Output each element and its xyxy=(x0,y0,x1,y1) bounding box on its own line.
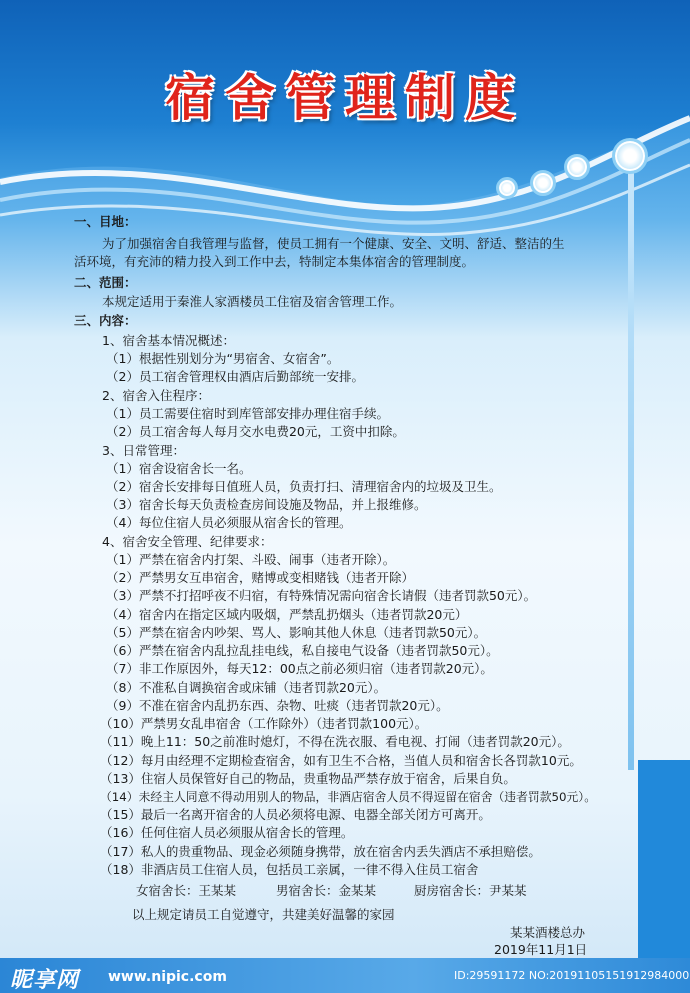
list-item: （5）严禁在宿舍内吵架、骂人、影响其他人休息（违者罚款50元）。 xyxy=(106,625,487,640)
list-item: （2）严禁男女互串宿舍，赌博或变相赌钱（违者开除） xyxy=(106,570,414,585)
list-item: （9）不准在宿舍内乱扔东西、杂物、吐痰（违者罚款20元）。 xyxy=(106,698,449,713)
watermark-url: www.nipic.com xyxy=(108,969,227,985)
scope-text-line: 本规定适用于秦淮人家酒楼员工住宿及宿舍管理工作。 xyxy=(102,294,403,309)
list-item: （1）员工需要住宿时到库管部安排办理住宿手续。 xyxy=(106,406,389,421)
purpose-text-line: 为了加强宿舍自我管理与监督，使员工拥有一个健康、安全、文明、舒适、整洁的生 xyxy=(102,236,565,251)
list-item: （6）严禁在宿舍内乱拉乱挂电线，私自接电气设备（违者罚款50元）。 xyxy=(106,643,499,658)
list-item: （15）最后一名离开宿舍的人员必须将电源、电器全部关闭方可离开。 xyxy=(100,807,491,822)
list-item: （18）非酒店员工住宿人员，包括员工亲属，一律不得入住员工宿舍 xyxy=(100,862,479,877)
list-item: （11）晚上11：50之前准时熄灯，不得在洗衣服、看电视、打闹（违者罚款20元）。 xyxy=(100,734,570,749)
list-item: （3）严禁不打招呼夜不归宿，有特殊情况需向宿舍长请假（违者罚款50元）。 xyxy=(106,588,537,603)
section-heading-content: 三、内容： xyxy=(74,313,137,328)
list-item: （1）根据性别划分为“男宿舍、女宿舍”。 xyxy=(106,351,340,366)
male-dorm-leader: 男宿舍长：金某某 xyxy=(276,883,377,898)
list-item: （1）宿舍设宿舍长一名。 xyxy=(106,461,252,476)
kitchen-dorm-leader: 厨房宿舍长：尹某某 xyxy=(414,883,527,898)
list-item: （4）宿舍内在指定区域内吸烟，严禁乱扔烟头（违者罚款20元） xyxy=(106,607,468,622)
list-item: （2）员工宿舍管理权由酒店后勤部统一安排。 xyxy=(106,369,364,384)
female-dorm-leader: 女宿舍长：王某某 xyxy=(136,883,237,898)
list-item: 1、宿舍基本情况概述： xyxy=(102,333,235,348)
purpose-text-line: 活环境，有充沛的精力投入到工作中去，特制定本集体宿舍的管理制度。 xyxy=(74,254,475,269)
list-item: （3）宿舍长每天负责检查房间设施及物品，并上报维修。 xyxy=(106,497,427,512)
section-heading-scope: 二、范围： xyxy=(74,275,137,290)
list-item: （2）员工宿舍每人每月交水电费20元，工资中扣除。 xyxy=(106,424,405,439)
list-item: （1）严禁在宿舍内打架、斗殴、闹事（违者开除）。 xyxy=(106,552,396,567)
list-item: （2）宿舍长安排每日值班人员，负责打扫、清理宿舍内的垃圾及卫生。 xyxy=(106,479,502,494)
list-item: 4、宿舍安全管理、纪律要求： xyxy=(102,534,273,549)
list-item: 3、日常管理： xyxy=(102,443,185,458)
list-item: （4）每位住宿人员必须服从宿舍长的管理。 xyxy=(106,515,352,530)
list-item: （17）私人的贵重物品、现金必须随身携带，放在宿舍内丢失酒店不承担赔偿。 xyxy=(100,844,541,859)
list-item: （16）任何住宿人员必须服从宿舍长的管理。 xyxy=(100,825,354,840)
closing-statement: 以上规定请员工自觉遵守，共建美好温馨的家园 xyxy=(132,907,395,922)
list-item: （8）不准私自调换宿舍或床铺（违者罚款20元）。 xyxy=(106,680,387,695)
list-item: （13）住宿人员保管好自己的物品，贵重物品严禁存放于宿舍，后果自负。 xyxy=(100,771,516,786)
watermark-id: ID:29591172 NO:20191105151912984000 xyxy=(454,969,690,982)
list-item: （10）严禁男女乱串宿舍（工作除外）（违者罚款100元）。 xyxy=(100,716,428,731)
watermark-logo: 昵享网 xyxy=(10,968,80,993)
list-item: （7）非工作原因外，每天12：00点之前必须归宿（违者罚款20元）。 xyxy=(106,661,493,676)
list-item: （12）每月由经理不定期检查宿舍，如有卫生不合格，当值人员和宿舍长各罚款10元。 xyxy=(100,753,582,768)
list-item: （14）未经主人同意不得动用别人的物品，非酒店宿舍人员不得逗留在宿舍（违者罚款50元）。 xyxy=(100,790,597,804)
section-heading-purpose: 一、目地： xyxy=(74,214,137,229)
signature-date: 2019年11月1日 xyxy=(494,942,588,957)
list-item: 2、宿舍入住程序： xyxy=(102,388,210,403)
signature-org: 某某酒楼总办 xyxy=(510,925,586,940)
page-title: 宿舍管理制度 xyxy=(165,68,525,127)
